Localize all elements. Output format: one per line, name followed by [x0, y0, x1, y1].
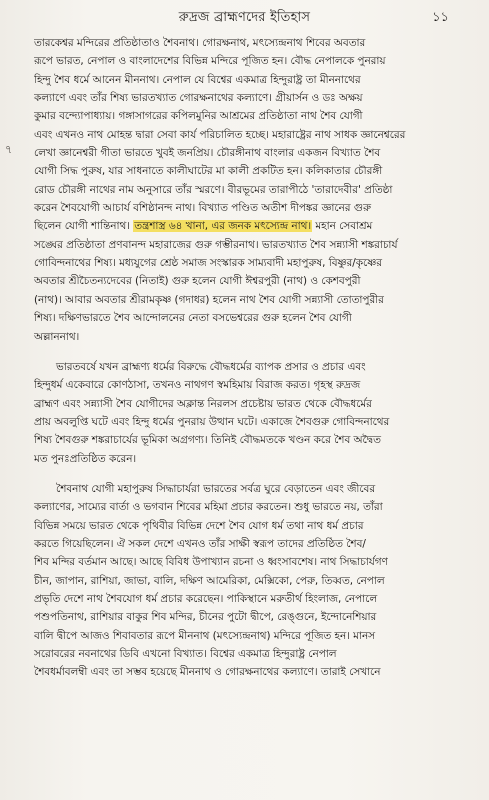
text-line: [34, 480, 459, 498]
text-segment: রূপে ভারত, নেপাল ও বাংলাদেশের বিভিন্ন মন্দিরে পূজিত হন। বৌদ্ধ নেপালকে পুনরায়: [34, 55, 386, 68]
text-line: [34, 517, 459, 535]
text-line: [34, 572, 459, 590]
text-segment: শিষ্য। দক্ষিণভারতে শৈব আন্দোলনের নেতা বসভেশ্বরের গুরু হলেন শৈব যোগী: [34, 312, 352, 325]
text-line: [34, 450, 459, 468]
text-segment: প্রভৃতি দেশে নাথ শৈবযোগ ধর্ম প্রচার করেছেন। পাকিস্থানে মরুতীর্থ হিংলাজ, নেপালে: [34, 592, 378, 605]
paragraph-3: [34, 480, 459, 682]
text-segment: সরোবরের নবনাথের ডিবি এখনো বিখ্যাত। বিশ্বের একমাত্র হিন্দুরাষ্ট্র নেপাল: [34, 648, 337, 660]
text-segment: কল্যাণে এবং তাঁর শিষ্য ভারতখ্যাত গোরক্ষনাথের কল্যাণে। গ্রীয়ার্সন ও ডঃ অক্ষয়: [34, 92, 363, 105]
text-segment: শৈবধর্মাবলম্বী এবং তা সম্ভব হয়েছে মীননাথ ও গোরক্ষনাথের কল্যাণে। তারাই সেখানে: [34, 666, 381, 679]
text-segment: তারকেশ্বর মন্দিরের প্রতিষ্ঠাতাও শৈবনাথ। গোরক্ষনাথ, মৎস্যেন্দ্রনাথ শিবের অবতার: [34, 37, 366, 49]
text-line: [34, 236, 459, 254]
text-segment: এবং এখনও নাথ মোহন্ত দ্বারা সেবা কার্য পরিচালিত হচ্ছে। মহারাষ্ট্রের নাথ সাধক জ্ঞানেশ্বরের: [34, 128, 406, 141]
text-segment: পশুপতিনাথ, রাশিয়ার বাকুর শিব মন্দির, চীনের পুটো দ্বীপে, রেঙ্গুনে, ইন্দোনেশিয়ার: [34, 611, 377, 624]
text-line: [34, 126, 459, 144]
text-line: [34, 498, 459, 516]
text-segment: শিব মন্দির বর্তমান আছে। আছে বিবিধ উপাখ্যান রচনা ও ধ্বংসাবশেষ। নাথ সিদ্ধাচার্যগণ: [34, 556, 388, 569]
text-segment: মত পুনঃপ্রতিষ্ঠিত করেন।: [34, 452, 137, 465]
text-line: [34, 627, 459, 645]
text-line: [34, 645, 459, 663]
text-segment: চীন, জাপান, রাশিয়া, জাভা, বালি, দক্ষিণ আমেরিকা, মেক্সিকো, পেরু, তিব্বত, নেপাল: [34, 574, 385, 587]
text-line: [34, 34, 459, 52]
text-line: [34, 107, 459, 125]
margin-mark: ৭: [5, 143, 13, 156]
page-header: [0, 8, 489, 30]
paragraph-gap: [34, 346, 459, 358]
text-line: [34, 376, 459, 394]
text-segment: করেন শৈবযোগী আচার্য বশিষ্ঠানন্দ নাথ। বিখ্যাত পণ্ডিত অতীশ দীপঙ্কর জ্ঞানের গুরু: [34, 202, 371, 215]
text-segment: বিভিন্ন সময়ে ভারত থেকে পৃথিবীর বিভিন্ন দেশে শৈব যোগ ধর্ম তথা নাথ ধর্ম প্রচার: [34, 519, 364, 532]
text-segment: শৈবনাথ যোগী মহাপুরুষ সিদ্ধাচার্যরা ভারতের সর্বত্র ঘুরে বেড়াতেন এবং জীবের: [56, 482, 376, 495]
text-segment: শিষ্য শৈবগুরু শঙ্করাচার্যের ভূমিকা অগ্রগণ্য। তিনিই বৌদ্ধমতকে খণ্ডন করে শৈব অদ্বৈত: [34, 434, 381, 447]
text-line: [34, 395, 459, 413]
text-line: [34, 309, 459, 327]
text-line: [34, 254, 459, 272]
text-segment: লেখা জ্ঞানেশ্বরী গীতা ভারতে খুবই জনপ্রিয়। চৌরঙ্গীনাথ বাংলার একজন বিখ্যাত শৈব: [34, 147, 381, 160]
text-segment: অবতার শ্রীচৈতন্যদেবের (নিতাই) গুরু হলেন যোগী ঈশ্বরপুরী (নাথ) ও কেশবপুরী: [34, 275, 361, 288]
running-title: রুদ্রজ ব্রাহ্মণদের ইতিহাস: [178, 10, 311, 25]
text-segment: বালি দ্বীপে আজও শিবাবতার রূপে মীননাথ (মৎস্যেন্দ্রনাথ) মন্দিরে পূজিত হন। মানস: [34, 629, 376, 642]
text-segment: হিন্দু শৈব ধর্মে আনেন মীননাথ। নেপাল যে বিশ্বের একমাত্র হিন্দুরাষ্ট্র তা মীননাথের: [34, 73, 361, 86]
text-line: [34, 52, 459, 70]
text-line: [34, 89, 459, 107]
text-line: [34, 217, 459, 235]
text-segment: ব্রাহ্মণ এবং সন্ন্যাসী শৈব যোগীদের অক্লান্ত নিরলস প্রচেষ্টায় ভারত থেকে বৌদ্ধধর্মের: [34, 397, 372, 410]
text-line: [34, 535, 459, 553]
text-line: [34, 590, 459, 608]
text-segment: প্রায় অবলুপ্তি ঘটে এবং হিন্দু ধর্মের পুনরায় উত্থান ঘটে। একাজে শৈবগুরু গোবিন্দনাথের: [34, 415, 390, 428]
text-segment: কল্যাণের, সাম্যের বার্তা ও ভগবান শিবের মহিমা প্রচার করতেন। শুধু ভারতে নয়, তাঁরা: [34, 501, 383, 514]
text-segment: গোবিন্দনাথের শিষ্য। মধ্যযুগের শ্রেষ্ঠ সমাজ সংস্কারক সাম্যবাদী মহাপুরুষ, বিষ্ণুর/কৃষ্ণের: [34, 257, 382, 270]
text-segment: (নাথ)। আবার অবতার শ্রীরামকৃষ্ণ (গদাধর) হলেন নাথ শৈব যোগী সন্ন্যাসী তোতাপুরীর: [34, 293, 384, 306]
paragraph-gap: [34, 468, 459, 480]
paragraph-1: [34, 34, 459, 346]
text-line: [34, 358, 459, 376]
text-line: [34, 431, 459, 449]
text-line: [34, 608, 459, 626]
text-segment: কুমার বন্দ্যোপাধ্যায়। গঙ্গাসাগরের কপিলমুনির আশ্রমের প্রতিষ্ঠাতা নাথ শৈব যোগী: [34, 110, 363, 123]
text-line: [34, 162, 459, 180]
text-segment: হিন্দুধর্ম একেবারে কোণঠাসা, তখনও নাথগণ স্বমহিমায় বিরাজ করত। গৃহস্থ রুদ্রজ: [34, 379, 361, 392]
text-segment: ভারতবর্ষে যখন ব্রাহ্মণ্য ধর্মের বিরুদ্ধে বৌদ্ধধর্মের ব্যাপক প্রসার ও প্রচার এবং: [56, 360, 366, 373]
text-segment: মহান সেবাশ্রম: [312, 220, 373, 233]
text-line: [34, 663, 459, 681]
highlighted-text: তন্ত্রশাস্ত্র ৬৪ খানা, এর জনক মৎস্যেন্দ্র নাথ।: [134, 220, 312, 233]
text-line: [34, 144, 459, 162]
text-segment: সঙ্ঘের প্রতিষ্ঠাতা প্রণবানন্দ মহারাজের গুরু গম্ভীরনাথ। ভারতখ্যাত শৈব সন্ন্যাসী শঙ্করাচার্য: [34, 238, 398, 251]
text-segment: অল্লাননাথ।: [34, 330, 80, 343]
text-segment: যোগী সিদ্ধ পুরুষ, যার সাধনাতে কালীঘাটের মা কালী প্রকটিত হন। কলিকাতার চৌরঙ্গী: [34, 165, 383, 178]
text-segment: রোড চৌরঙ্গী নাথের নাম অনুসারে তাঁর স্মরণে। বীরভূমের তারাপীঠে 'তারাদেবীর' প্রতিষ্ঠা: [34, 183, 393, 196]
body-text: [34, 34, 459, 682]
text-line: [34, 181, 459, 199]
text-segment: করতে গিয়েছিলেন। ঐ সকল দেশে এখনও তাঁর সাক্ষী স্বরূপ তাদের প্রতিষ্ঠিত শৈব/: [34, 537, 366, 550]
page-number: ১১: [432, 10, 449, 25]
text-line: [34, 272, 459, 290]
text-line: [34, 413, 459, 431]
text-line: [34, 553, 459, 571]
paragraph-2: [34, 358, 459, 468]
text-line: [34, 71, 459, 89]
text-line: [34, 199, 459, 217]
text-line: [34, 291, 459, 309]
text-line: [34, 328, 459, 346]
text-segment: ছিলেন যোগী শান্তিনাথ।: [34, 220, 134, 233]
